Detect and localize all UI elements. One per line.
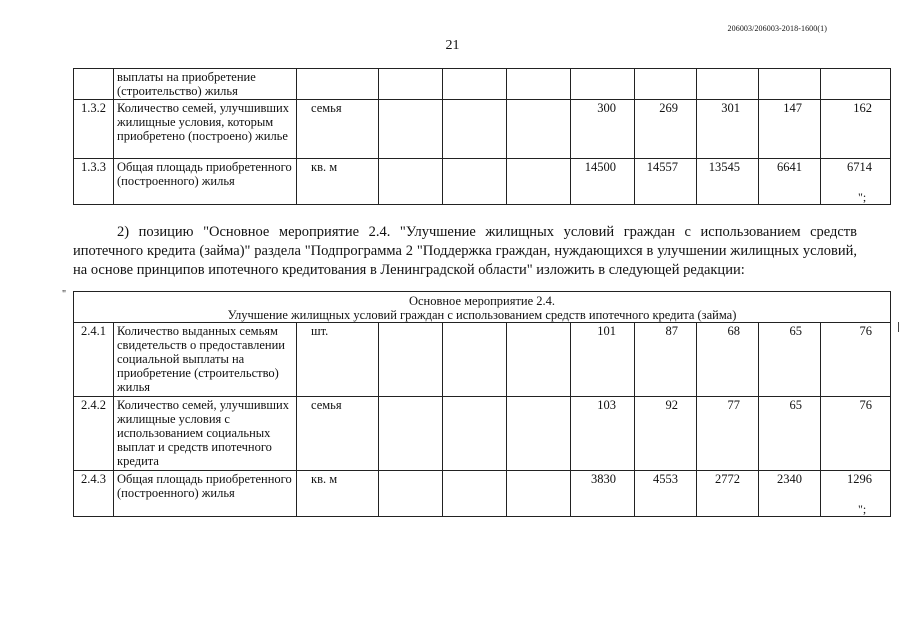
unit-cell: семья: [297, 100, 379, 159]
value-cell: [571, 69, 635, 100]
value-cell: [821, 69, 891, 100]
indicators-table-continued: [73, 68, 891, 205]
row-number: 2.4.3: [74, 471, 114, 517]
table-row: [74, 69, 891, 100]
unit-cell: семья: [297, 397, 379, 471]
value-cell: 2772: [697, 471, 759, 517]
table-row: [74, 159, 891, 205]
table-row: [74, 471, 891, 517]
value-cell: [759, 69, 821, 100]
value-cell: [443, 323, 507, 397]
value-cell: [507, 159, 571, 205]
indicator-name: Количество семей, улучшивших жилищные условия, которым приобретено (построено) жилье: [114, 100, 297, 159]
value-cell: 65: [759, 323, 821, 397]
value-cell: 76: [821, 397, 891, 471]
closing-quote: ";: [858, 502, 867, 516]
section-header: [74, 292, 891, 323]
value-cell: [379, 471, 443, 517]
value-cell: [443, 69, 507, 100]
value-cell: [379, 100, 443, 159]
value-cell: 103: [571, 397, 635, 471]
value-cell: 14500: [571, 159, 635, 205]
value-cell: 13545: [697, 159, 759, 205]
value-cell: 6714: [821, 159, 891, 205]
indicator-name: Количество выданных семьям свидетельств о предоставлении социальной выплаты на приобретение (строительство) жилья: [114, 323, 297, 397]
indicator-name: Общая площадь приобретенного (построенного) жилья: [114, 471, 297, 517]
value-cell: 65: [759, 397, 821, 471]
closing-quote: ";: [858, 190, 867, 204]
value-cell: 14557: [635, 159, 697, 205]
section-subtitle: Улучшение жилищных условий граждан с использованием средств ипотечного кредита (займа): [227, 308, 737, 322]
value-cell: 269: [635, 100, 697, 159]
unit-cell: шт.: [297, 323, 379, 397]
value-cell: 76: [821, 323, 891, 397]
value-cell: 6641: [759, 159, 821, 205]
unit-cell: [297, 69, 379, 100]
value-cell: 4553: [635, 471, 697, 517]
page-number: 21: [445, 38, 460, 53]
table-row: [74, 323, 891, 397]
indicator-name: выплаты на приобретение (строительство) жилья: [114, 69, 297, 100]
value-cell: 147: [759, 100, 821, 159]
value-cell: [697, 69, 759, 100]
value-cell: 101: [571, 323, 635, 397]
value-cell: 3830: [571, 471, 635, 517]
value-cell: 92: [635, 397, 697, 471]
row-number: [74, 69, 114, 100]
opening-quote: ": [62, 289, 67, 300]
indicators-table-2-4: [73, 291, 891, 517]
value-cell: 300: [571, 100, 635, 159]
value-cell: [443, 471, 507, 517]
value-cell: [635, 69, 697, 100]
table-row: [74, 397, 891, 471]
section-title: Основное мероприятие 2.4.: [408, 294, 556, 308]
value-cell: 301: [697, 100, 759, 159]
value-cell: 77: [697, 397, 759, 471]
document-id: 206003/206003-2018-1600(1): [727, 24, 827, 33]
table-row: [74, 100, 891, 159]
value-cell: [379, 397, 443, 471]
indicator-name: Общая площадь приобретенного (построенного) жилья: [114, 159, 297, 205]
scan-margin-mark: [898, 322, 899, 332]
row-number: 1.3.3: [74, 159, 114, 205]
value-cell: [379, 69, 443, 100]
row-number: 2.4.1: [74, 323, 114, 397]
value-cell: [507, 471, 571, 517]
value-cell: 2340: [759, 471, 821, 517]
value-cell: [443, 100, 507, 159]
table-header-row: [74, 292, 891, 323]
value-cell: [507, 397, 571, 471]
amendment-paragraph: 2) позицию "Основное мероприятие 2.4. "Улучшение жилищных условий граждан с использованием средств ипотечного кредита (займа)" раздела "Подпрограмма 2 "Поддержка граждан, нуждающихся в улучшении жилищных условий, на основе принципов ипотечного кредитования в Ленинградской области" изложить в следующей редакции:: [73, 224, 857, 278]
row-number: 2.4.2: [74, 397, 114, 471]
value-cell: [507, 100, 571, 159]
value-cell: 162: [821, 100, 891, 159]
row-number: 1.3.2: [74, 100, 114, 159]
indicator-name: Количество семей, улучшивших жилищные условия с использованием социальных выплат и средств ипотечного кредита: [114, 397, 297, 471]
value-cell: 87: [635, 323, 697, 397]
value-cell: [507, 69, 571, 100]
unit-cell: кв. м: [297, 471, 379, 517]
value-cell: [507, 323, 571, 397]
value-cell: [379, 159, 443, 205]
value-cell: [379, 323, 443, 397]
value-cell: 68: [697, 323, 759, 397]
value-cell: [443, 159, 507, 205]
unit-cell: кв. м: [297, 159, 379, 205]
value-cell: [443, 397, 507, 471]
value-cell: 1296: [821, 471, 891, 517]
